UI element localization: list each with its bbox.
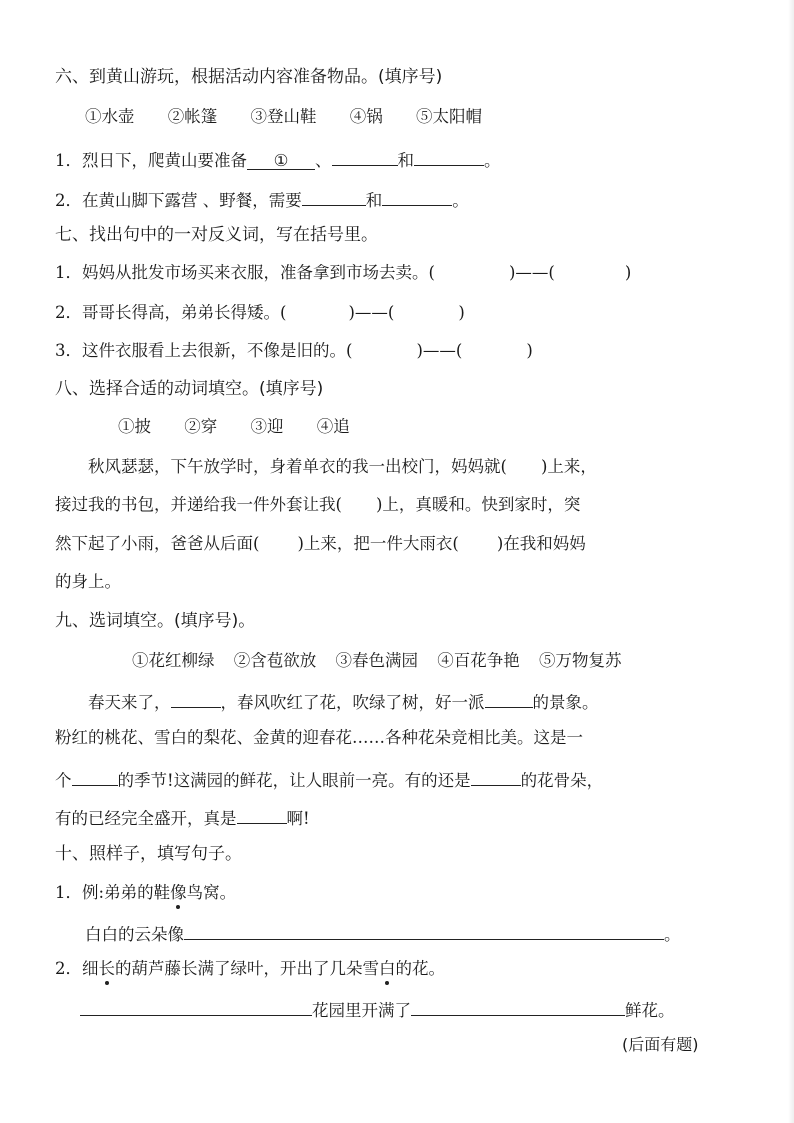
question-text: 2．哥哥长得高，弟弟长得矮。 <box>55 303 280 322</box>
paren-close: ) <box>624 263 632 282</box>
text: )上来，把一件大雨衣( <box>297 534 459 553</box>
example-text: 鸟窝。 <box>186 883 237 902</box>
option-2: ②穿 <box>184 417 218 436</box>
answer-blank[interactable] <box>382 186 452 206</box>
option-3: ③春色满园 <box>335 651 418 670</box>
emphasis-dotted-text: 细长的 <box>82 959 132 978</box>
option-1: ①水壶 <box>85 107 135 126</box>
connector: 和 <box>365 191 383 210</box>
question-6-1 <box>55 146 501 172</box>
text: 的花骨朵， <box>520 771 604 790</box>
prompt-text: 花园里开满了 <box>312 1001 411 1020</box>
sentence-text: 花。 <box>412 959 445 978</box>
text: )上，真暖和。快到家时，突 <box>375 495 581 514</box>
section-7-title: 七、找出句中的一对反义词，写在括号里。 <box>55 225 378 245</box>
period: 。 <box>484 151 501 170</box>
question-6-2 <box>55 186 469 212</box>
answer-blank[interactable] <box>171 688 221 708</box>
paren-open: ( <box>346 341 353 360</box>
dash: —— <box>354 303 388 322</box>
section-8-title: 八、选择合适的动词填空。(填序号) <box>55 379 324 399</box>
prompt-text: 鲜花。 <box>625 1001 675 1020</box>
paren-close: ) <box>458 303 465 322</box>
paragraph-9-line-1 <box>88 688 599 714</box>
paren-close: ) <box>508 263 516 282</box>
answer-line[interactable] <box>80 996 312 1016</box>
paren-close: ) <box>348 303 355 322</box>
dash: —— <box>422 341 456 360</box>
option-5: ⑤万物复苏 <box>539 651 622 670</box>
paren-open: ( <box>387 303 395 322</box>
text: 的季节!这满园的鲜花，让人眼前一亮。有的还是 <box>117 771 471 790</box>
paren-open: ( <box>455 341 463 360</box>
text: 秋风瑟瑟，下午放学时，身着单衣的我一出校门，妈妈就( <box>88 457 507 476</box>
answer-blank[interactable] <box>72 766 118 786</box>
option-4: ④锅 <box>349 107 383 126</box>
answer-blank[interactable] <box>414 146 484 166</box>
label: 1．例: <box>55 883 105 902</box>
question-10-1-example <box>55 882 236 904</box>
paren-open: ( <box>548 263 555 282</box>
paren-close: ) <box>526 341 533 360</box>
text: 的景象。 <box>532 693 599 712</box>
option-4: ④追 <box>316 417 350 436</box>
emphasis-dotted-text: 像 <box>170 883 187 902</box>
question-10-2-answer <box>80 996 675 1022</box>
question-text: 3．这件衣服看上去很新，不像是旧的。 <box>55 341 346 360</box>
period: 。 <box>452 191 469 210</box>
text: 粉红的桃花、雪白的梨花、金黄的迎春花……各种花朵竞相比美。这是一 <box>55 728 583 747</box>
sentence-text: 葫芦藤长满了绿叶，开出了几朵 <box>131 959 363 978</box>
text: 啊! <box>286 809 310 828</box>
text: ，春风吹红了花，吹绿了树，好一派 <box>220 693 485 712</box>
paragraph-9-line-4 <box>55 804 310 830</box>
text: 接过我的书包，并递给我一件外套让我( <box>55 495 342 514</box>
answer-blank[interactable] <box>237 804 287 824</box>
question-7-2 <box>55 302 465 324</box>
prompt-text: 白白的云朵像 <box>85 925 184 944</box>
answer-blank[interactable]: ① <box>247 150 315 170</box>
paren-open: ( <box>428 263 435 282</box>
answer-line[interactable] <box>411 996 625 1016</box>
paragraph-8-line-2 <box>55 494 580 516</box>
text: 春天来了， <box>88 693 171 712</box>
paragraph-8-line-3 <box>55 533 586 555</box>
answer-blank[interactable] <box>332 146 398 166</box>
answer-blank[interactable] <box>485 688 533 708</box>
option-4: ④百花争艳 <box>437 651 520 670</box>
text: 个 <box>55 771 72 790</box>
answer-blank[interactable] <box>302 186 366 206</box>
option-1: ①花红柳绿 <box>132 651 215 670</box>
option-3: ③迎 <box>250 417 284 436</box>
section-9-title: 九、选词填空。(填序号)。 <box>55 611 256 631</box>
paragraph-8-line-4 <box>55 571 121 593</box>
option-3: ③登山鞋 <box>250 107 317 126</box>
period: 。 <box>664 925 681 944</box>
example-text: 弟弟的鞋 <box>104 883 171 902</box>
question-text: 2．在黄山脚下露营 、野餐，需要 <box>55 191 302 210</box>
label: 2． <box>55 959 82 978</box>
question-7-1 <box>55 262 631 284</box>
answer-blank[interactable] <box>471 766 521 786</box>
answer-line[interactable] <box>184 920 664 940</box>
question-10-1-prompt <box>85 920 681 946</box>
question-7-3 <box>55 340 533 362</box>
text: 有的已经完全盛开，真是 <box>55 809 237 828</box>
paren-open: ( <box>280 303 287 322</box>
option-2: ②含苞欲放 <box>233 651 317 670</box>
question-text: 1．妈妈从批发市场买来衣服，准备拿到市场去卖。 <box>55 263 429 282</box>
option-1: ①披 <box>118 417 151 436</box>
text: 然下起了小雨，爸爸从后面( <box>55 534 260 553</box>
section-6-options <box>85 106 510 128</box>
footer-note: (后面有题) <box>622 1035 699 1054</box>
text: )在我和妈妈 <box>496 534 586 553</box>
scan-edge <box>788 0 794 1123</box>
question-text: 1．烈日下，爬黄山要准备 <box>55 151 247 170</box>
section-10-title: 十、照样子，填写句子。 <box>55 844 242 864</box>
section-6-title: 六、到黄山游玩，根据活动内容准备物品。(填序号) <box>55 67 443 87</box>
question-10-2 <box>55 958 445 980</box>
separator: 、 <box>315 151 332 170</box>
text: 的身上。 <box>55 572 121 591</box>
paragraph-9-line-3 <box>55 766 603 792</box>
emphasis-dotted-text: 雪白的 <box>362 959 412 978</box>
section-8-options <box>118 416 378 438</box>
text: )上来， <box>540 457 597 476</box>
option-5: ⑤太阳帽 <box>416 107 482 126</box>
dash: —— <box>515 263 549 282</box>
connector: 和 <box>397 151 414 170</box>
option-2: ②帐篷 <box>167 107 218 126</box>
section-9-options <box>132 650 622 672</box>
paragraph-9-line-2 <box>55 727 583 749</box>
paragraph-8-line-1 <box>88 456 597 478</box>
paren-close: ) <box>416 341 423 360</box>
